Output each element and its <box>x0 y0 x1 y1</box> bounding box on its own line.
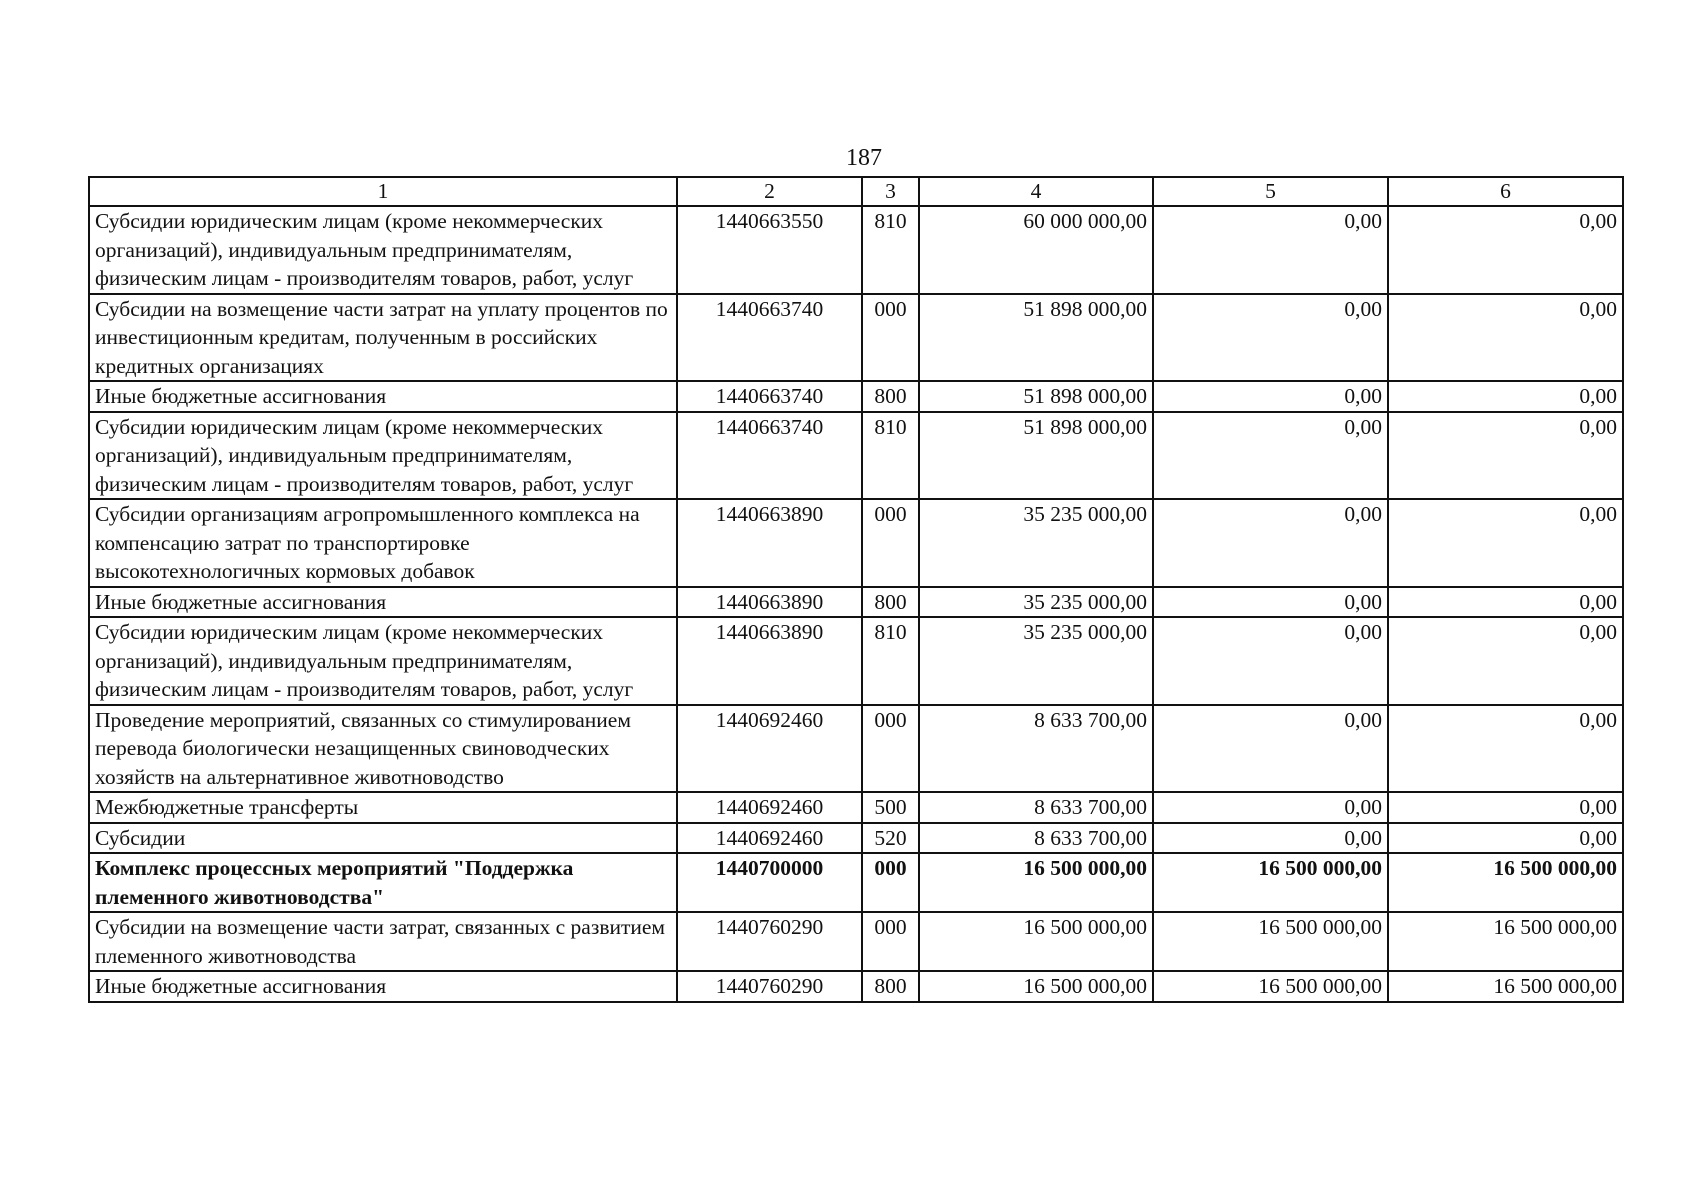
table-row <box>89 294 1623 382</box>
table-row <box>89 499 1623 587</box>
row-amount-col4-cell: 60 000 000,00 <box>919 206 1153 294</box>
column-header-5: 5 <box>1153 177 1388 206</box>
column-header-1: 1 <box>89 177 677 206</box>
row-amount-col5-cell: 0,00 <box>1153 705 1388 793</box>
row-code-cell: 1440663890 <box>677 499 862 587</box>
row-amount-col4-cell: 51 898 000,00 <box>919 381 1153 412</box>
row-expense-type-cell: 000 <box>862 853 919 912</box>
row-expense-type-cell: 800 <box>862 587 919 618</box>
row-amount-col6-cell: 0,00 <box>1388 294 1623 382</box>
row-name-cell: Иные бюджетные ассигнования <box>89 587 677 618</box>
row-amount-col5-cell: 0,00 <box>1153 206 1388 294</box>
row-expense-type-cell: 000 <box>862 912 919 971</box>
table-body <box>89 206 1623 1002</box>
row-amount-col4-cell: 35 235 000,00 <box>919 499 1153 587</box>
row-amount-col4-cell: 51 898 000,00 <box>919 294 1153 382</box>
table-row <box>89 705 1623 793</box>
row-amount-col5-cell: 0,00 <box>1153 294 1388 382</box>
row-name-cell: Проведение мероприятий, связанных со стимулированием перевода биологически незащищенных свиноводческих хозяйств на альтернативное животноводство <box>89 705 677 793</box>
row-amount-col5-cell: 0,00 <box>1153 617 1388 705</box>
table-row <box>89 853 1623 912</box>
row-name-cell: Иные бюджетные ассигнования <box>89 381 677 412</box>
row-expense-type-cell: 000 <box>862 294 919 382</box>
row-code-cell: 1440760290 <box>677 912 862 971</box>
row-code-cell: 1440663550 <box>677 206 862 294</box>
row-code-cell: 1440663740 <box>677 294 862 382</box>
row-name-cell: Межбюджетные трансферты <box>89 792 677 823</box>
table-row <box>89 792 1623 823</box>
budget-table <box>88 176 1624 1003</box>
row-expense-type-cell: 810 <box>862 412 919 500</box>
row-amount-col6-cell: 16 500 000,00 <box>1388 971 1623 1002</box>
row-amount-col4-cell: 35 235 000,00 <box>919 587 1153 618</box>
table-row <box>89 912 1623 971</box>
row-code-cell: 1440692460 <box>677 823 862 854</box>
row-name-cell: Субсидии юридическим лицам (кроме некоммерческих организаций), индивидуальным предпринимателям, физическим лицам - производителям товаров, работ, услуг <box>89 412 677 500</box>
row-amount-col5-cell: 16 500 000,00 <box>1153 971 1388 1002</box>
row-amount-col5-cell: 0,00 <box>1153 412 1388 500</box>
table-row <box>89 823 1623 854</box>
row-amount-col5-cell: 16 500 000,00 <box>1153 853 1388 912</box>
row-amount-col5-cell: 0,00 <box>1153 587 1388 618</box>
row-amount-col4-cell: 16 500 000,00 <box>919 853 1153 912</box>
row-name-cell: Субсидии юридическим лицам (кроме некоммерческих организаций), индивидуальным предпринимателям, физическим лицам - производителям товаров, работ, услуг <box>89 206 677 294</box>
row-amount-col4-cell: 16 500 000,00 <box>919 912 1153 971</box>
row-code-cell: 1440760290 <box>677 971 862 1002</box>
row-amount-col6-cell: 0,00 <box>1388 381 1623 412</box>
row-amount-col4-cell: 8 633 700,00 <box>919 792 1153 823</box>
column-header-3: 3 <box>862 177 919 206</box>
row-code-cell: 1440663740 <box>677 412 862 500</box>
row-code-cell: 1440663890 <box>677 617 862 705</box>
column-numbers-row <box>89 177 1623 206</box>
row-code-cell: 1440663890 <box>677 587 862 618</box>
row-amount-col5-cell: 0,00 <box>1153 792 1388 823</box>
row-amount-col6-cell: 0,00 <box>1388 587 1623 618</box>
row-amount-col6-cell: 0,00 <box>1388 206 1623 294</box>
column-header-4: 4 <box>919 177 1153 206</box>
row-expense-type-cell: 800 <box>862 971 919 1002</box>
column-header-6: 6 <box>1388 177 1623 206</box>
row-amount-col6-cell: 0,00 <box>1388 792 1623 823</box>
row-expense-type-cell: 000 <box>862 705 919 793</box>
row-amount-col6-cell: 16 500 000,00 <box>1388 853 1623 912</box>
row-amount-col4-cell: 35 235 000,00 <box>919 617 1153 705</box>
row-amount-col6-cell: 0,00 <box>1388 412 1623 500</box>
row-amount-col5-cell: 0,00 <box>1153 381 1388 412</box>
row-name-cell: Субсидии юридическим лицам (кроме некоммерческих организаций), индивидуальным предпринимателям, физическим лицам - производителям товаров, работ, услуг <box>89 617 677 705</box>
page-number: 187 <box>846 145 882 171</box>
table-row <box>89 587 1623 618</box>
row-amount-col5-cell: 0,00 <box>1153 823 1388 854</box>
row-code-cell: 1440700000 <box>677 853 862 912</box>
row-expense-type-cell: 500 <box>862 792 919 823</box>
row-amount-col6-cell: 0,00 <box>1388 705 1623 793</box>
row-expense-type-cell: 810 <box>862 617 919 705</box>
row-amount-col4-cell: 8 633 700,00 <box>919 823 1153 854</box>
row-name-cell: Субсидии <box>89 823 677 854</box>
table-row <box>89 412 1623 500</box>
row-name-cell: Комплекс процессных мероприятий "Поддержка племенного животноводства" <box>89 853 677 912</box>
row-amount-col4-cell: 8 633 700,00 <box>919 705 1153 793</box>
table-row <box>89 971 1623 1002</box>
row-expense-type-cell: 520 <box>862 823 919 854</box>
row-code-cell: 1440692460 <box>677 705 862 793</box>
table-row <box>89 206 1623 294</box>
row-code-cell: 1440663740 <box>677 381 862 412</box>
table-row <box>89 381 1623 412</box>
row-amount-col6-cell: 16 500 000,00 <box>1388 912 1623 971</box>
row-amount-col5-cell: 0,00 <box>1153 499 1388 587</box>
row-name-cell: Субсидии на возмещение части затрат, связанных с развитием племенного животноводства <box>89 912 677 971</box>
row-amount-col6-cell: 0,00 <box>1388 499 1623 587</box>
row-amount-col4-cell: 51 898 000,00 <box>919 412 1153 500</box>
column-header-2: 2 <box>677 177 862 206</box>
row-amount-col6-cell: 0,00 <box>1388 617 1623 705</box>
row-name-cell: Субсидии на возмещение части затрат на уплату процентов по инвестиционным кредитам, полученным в российских кредитных организациях <box>89 294 677 382</box>
row-amount-col5-cell: 16 500 000,00 <box>1153 912 1388 971</box>
row-expense-type-cell: 810 <box>862 206 919 294</box>
row-name-cell: Иные бюджетные ассигнования <box>89 971 677 1002</box>
table-row <box>89 617 1623 705</box>
row-code-cell: 1440692460 <box>677 792 862 823</box>
row-name-cell: Субсидии организациям агропромышленного комплекса на компенсацию затрат по транспортировке высокотехнологичных кормовых добавок <box>89 499 677 587</box>
row-expense-type-cell: 000 <box>862 499 919 587</box>
row-expense-type-cell: 800 <box>862 381 919 412</box>
row-amount-col6-cell: 0,00 <box>1388 823 1623 854</box>
row-amount-col4-cell: 16 500 000,00 <box>919 971 1153 1002</box>
